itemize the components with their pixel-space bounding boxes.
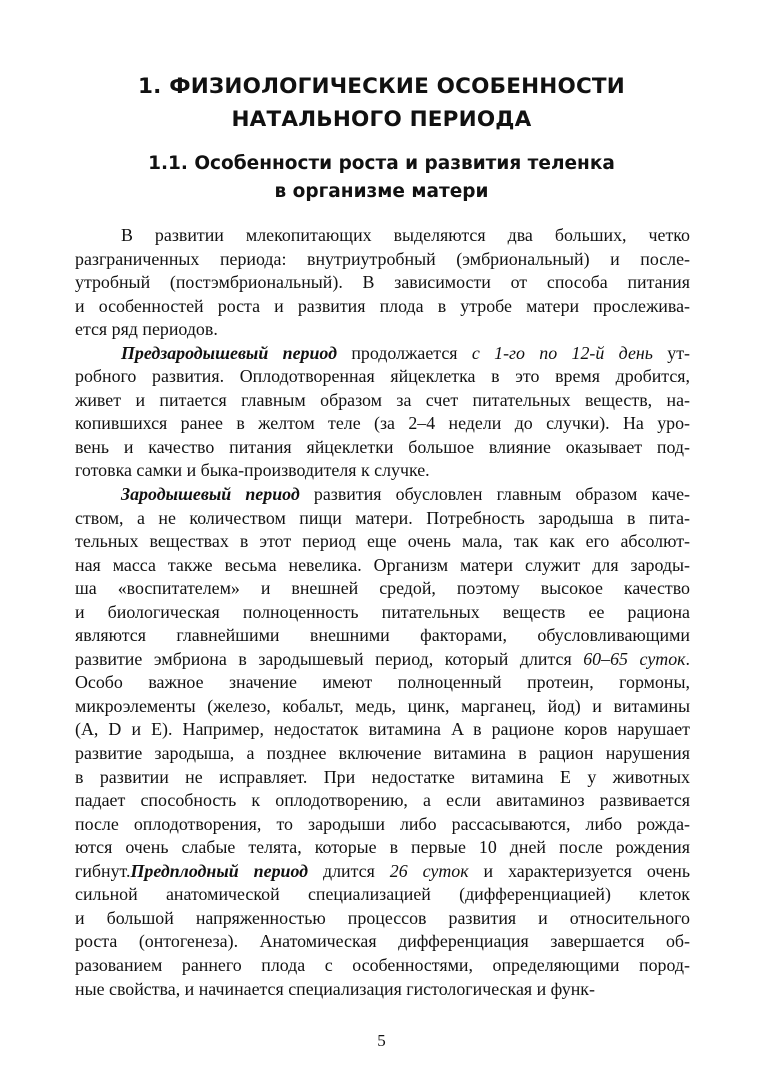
section-title-line: в организме матери bbox=[274, 181, 489, 202]
text-line bbox=[75, 248, 690, 272]
text-line bbox=[75, 577, 690, 601]
text-run: являются главнейшими внешними факторами, обусловливающими bbox=[75, 625, 690, 646]
text-line bbox=[75, 742, 690, 766]
chapter-title-line: НАТАЛЬНОГО ПЕРИОДА bbox=[231, 107, 532, 132]
text-run: вень и качество питания яйцеклетки большое влияние оказывает под- bbox=[75, 436, 690, 457]
text-run: микроэлементы (железо, кобальт, медь, цинк, марганец, йод) и витамины bbox=[75, 695, 690, 716]
text-run: ством, а не количеством пищи матери. Потребность зародыша в пита- bbox=[75, 507, 690, 528]
text-run: готовка самки и быка-производителя к случке. bbox=[75, 460, 430, 481]
text-run: робного развития. Оплодотворенная яйцеклетка в это время дробится, bbox=[75, 366, 690, 387]
text-line bbox=[75, 954, 690, 978]
chapter-title bbox=[60, 70, 703, 136]
text-line bbox=[75, 530, 690, 554]
text-line bbox=[75, 459, 690, 483]
text-line bbox=[75, 271, 690, 295]
text-run: копившихся ранее в желтом теле (за 2–4 недели до случки). На уро- bbox=[75, 413, 690, 434]
text-line bbox=[75, 389, 690, 413]
section-title-line: 1.1. Особенности роста и развития теленка bbox=[148, 153, 615, 174]
text-line bbox=[75, 836, 690, 860]
text-run: ются очень слабые телята, которые в первые 10 дней после рождения bbox=[75, 837, 690, 858]
text-run: гибнут. bbox=[75, 860, 131, 881]
period-term: Предзародышевый период bbox=[121, 342, 338, 363]
text-line bbox=[75, 342, 690, 366]
text-line bbox=[75, 365, 690, 389]
text-line bbox=[75, 766, 690, 790]
text-line bbox=[75, 601, 690, 625]
emphasis: 26 суток bbox=[389, 860, 469, 881]
text-run: в развитии не исправляет. При недостатке витамина E у животных bbox=[75, 766, 690, 787]
emphasis: с 1-го по 12-й день bbox=[471, 342, 653, 363]
text-run: падает способность к оплодотворению, а если авитаминоз развивается bbox=[75, 790, 690, 811]
text-line bbox=[75, 718, 690, 742]
text-run: и биологическая полноценность питательных веществ ее рациона bbox=[75, 601, 690, 622]
text-run: разованием раннего плода с особенностями, определяющими пород- bbox=[75, 954, 690, 975]
text-line bbox=[75, 860, 690, 884]
text-line bbox=[75, 412, 690, 436]
body-text bbox=[75, 224, 690, 1001]
text-line bbox=[75, 648, 690, 672]
text-run: живет и питается главным образом за счет питательных веществ, на- bbox=[75, 389, 690, 410]
text-line bbox=[75, 318, 690, 342]
text-line bbox=[75, 624, 690, 648]
text-run: ные свойства, и начинается специализация гистологическая и функ- bbox=[75, 978, 595, 999]
text-run: ут- bbox=[652, 342, 690, 363]
text-line bbox=[75, 554, 690, 578]
text-run: В развитии млекопитающих выделяются два больших, четко bbox=[121, 225, 690, 245]
page-number: 5 bbox=[377, 1031, 386, 1050]
text-run: развитие зародыша, а позднее включение витамина в рацион нарушения bbox=[75, 743, 690, 764]
text-run: . bbox=[685, 648, 690, 669]
text-run: продолжается bbox=[337, 342, 472, 363]
emphasis: 60–65 суток bbox=[583, 648, 686, 669]
text-run: и характеризуется очень bbox=[468, 860, 691, 881]
text-line bbox=[75, 295, 690, 319]
text-run: ется ряд периодов. bbox=[75, 319, 218, 340]
text-line bbox=[75, 789, 690, 813]
text-line bbox=[75, 813, 690, 837]
text-line bbox=[75, 695, 690, 719]
text-run: тельных веществах в этот период еще очень мала, так как его абсолют- bbox=[75, 531, 690, 552]
text-run: и большой напряженностью процессов развития и относительного bbox=[75, 907, 690, 928]
text-line bbox=[75, 978, 690, 1002]
period-term: Предплодный период bbox=[130, 860, 309, 881]
chapter-title-line: 1. ФИЗИОЛОГИЧЕСКИЕ ОСОБЕННОСТИ bbox=[138, 74, 625, 99]
text-line bbox=[75, 483, 690, 507]
period-term: Зародышевый период bbox=[121, 484, 300, 505]
text-line bbox=[75, 907, 690, 931]
text-run: после оплодотворения, то зародыши либо рассасываются, либо рожда- bbox=[75, 813, 690, 834]
text-run: развития обусловлен главным образом каче- bbox=[299, 484, 690, 505]
text-line bbox=[75, 930, 690, 954]
text-line bbox=[75, 507, 690, 531]
text-line bbox=[75, 224, 690, 248]
text-run: роста (онтогенеза). Анатомическая дифференциация завершается об- bbox=[75, 931, 690, 952]
text-line bbox=[75, 883, 690, 907]
text-run: сильной анатомической специализацией (дифференциацией) клеток bbox=[75, 884, 690, 905]
text-run: развитие эмбриона в зародышевый период, который длится bbox=[75, 648, 584, 669]
text-line bbox=[75, 436, 690, 460]
text-run: и особенностей роста и развития плода в утробе матери прослежива- bbox=[75, 295, 690, 316]
text-run: ная масса также весьма невелика. Организм матери служит для зароды- bbox=[75, 554, 690, 575]
text-run: (A, D и E). Например, недостаток витамина A в рационе коров нарушает bbox=[75, 719, 690, 740]
text-run: ша «воспитателем» и внешней средой, поэтому высокое качество bbox=[75, 578, 690, 599]
section-title bbox=[60, 150, 703, 206]
text-run: утробный (постэмбриональный). В зависимости от способа питания bbox=[75, 272, 690, 293]
text-line bbox=[75, 671, 690, 695]
text-run: длится bbox=[308, 860, 390, 881]
text-run: Особо важное значение имеют полноценный протеин, гормоны, bbox=[75, 672, 690, 693]
text-run: разграниченных периода: внутриутробный (эмбриональный) и после- bbox=[75, 248, 690, 269]
